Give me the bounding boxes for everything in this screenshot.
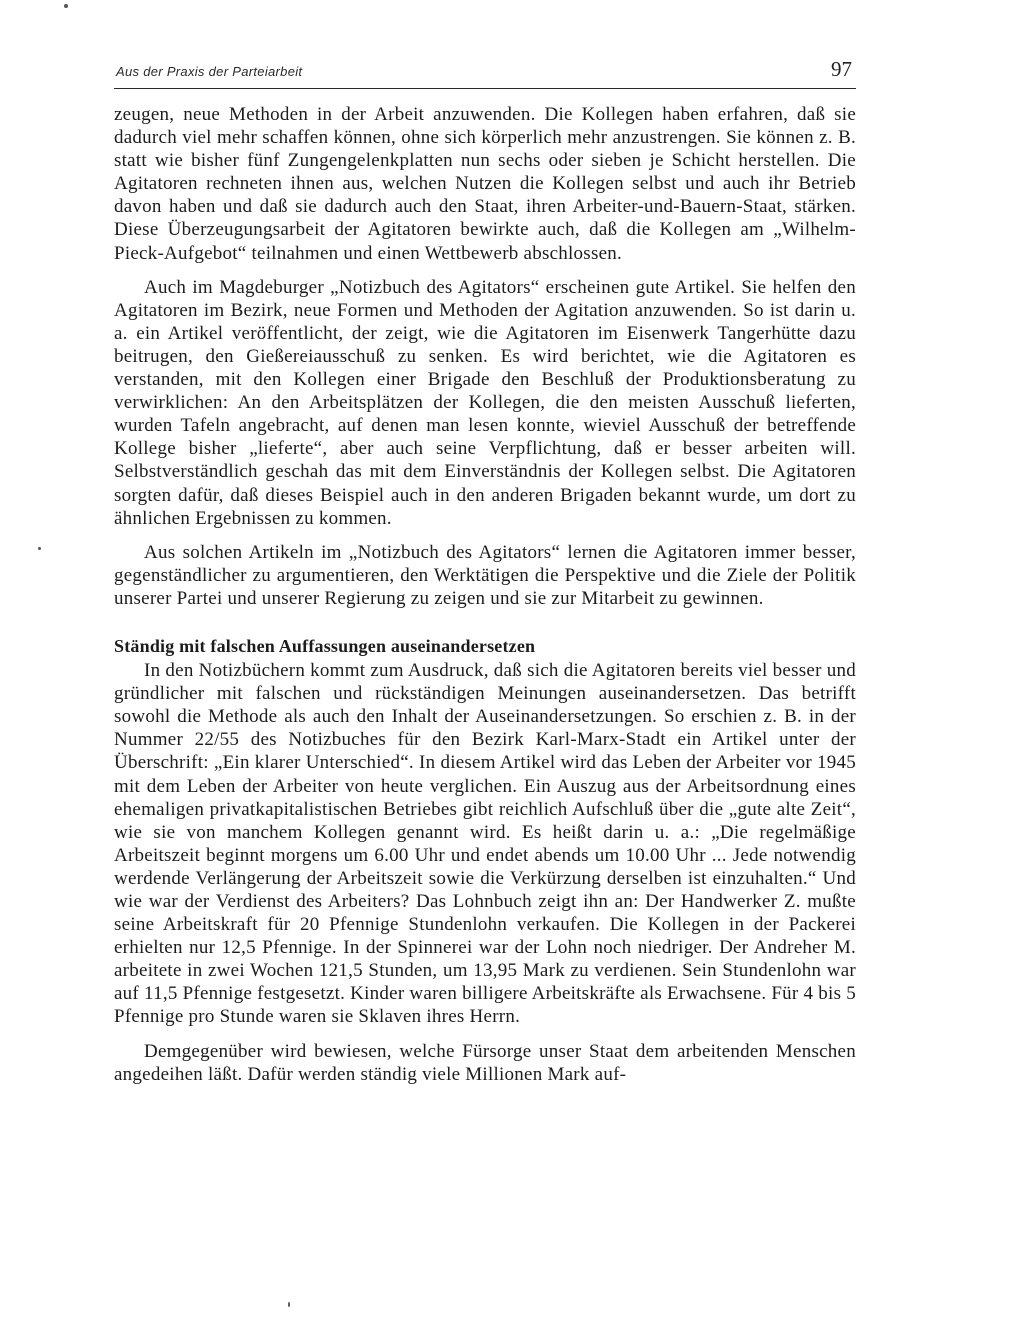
article-body xyxy=(114,103,856,1086)
paragraph: Demgegenüber wird bewiesen, welche Fürsorge unser Staat dem arbeitenden Menschen angedeihen läßt. Dafür werden ständig viele Millionen Mark auf- xyxy=(114,1040,856,1085)
running-header xyxy=(114,54,856,89)
scan-speck xyxy=(38,547,41,550)
page-number: 97 xyxy=(831,57,852,81)
paragraph: Aus solchen Artikeln im „Notizbuch des Agitators“ lernen die Agitatoren immer besser, gegenständlicher zu argumentieren, den Werktätigen die Perspektive und die Ziele der Politik unserer Partei und unserer Regierung zu zeigen und sie zur Mitarbeit zu gewinnen. xyxy=(114,541,856,609)
scan-speck xyxy=(288,1302,290,1307)
running-title: Aus der Praxis der Parteiarbeit xyxy=(116,64,303,79)
scan-speck xyxy=(64,4,68,8)
section-heading: Ständig mit falschen Auffassungen auseinandersetzen xyxy=(114,635,536,656)
paragraph: In den Notizbüchern kommt zum Ausdruck, daß sich die Agitatoren bereits viel besser und gründlicher mit falschen und rückständigen Meinungen auseinandersetzen. Das betrifft sowohl die Methode als auch den Inhalt der Auseinandersetzungen. So erschien z. B. in der Nummer 22/55 des Notizbuches für den Bezirk Karl-Marx-Stadt ein Artikel unter der Überschrift: „Ein klarer Unterschied“. In diesem Artikel wird das Leben der Arbeiter vor 1945 mit dem Leben der Arbeiter von heute verglichen. Ein Auszug aus der Arbeitsordnung eines ehemaligen privatkapitalistischen Betriebes gibt reichlich Aufschluß über die „gute alte Zeit“, wie sie von manchem Kollegen genannt wird. Es heißt darin u. a.: „Die regelmäßige Arbeitszeit beginnt morgens um 6.00 Uhr und endet abends um 10.00 Uhr ... Jede notwendig werdende Verlängerung der Arbeitszeit sowie die Verkürzung derselben ist einzuhalten.“ Und wie war der Verdienst des Arbeiters? Das Lohnbuch zeigt ihn an: Der Handwerker Z. mußte seine Arbeitskraft für 20 Pfennige Stundenlohn verkaufen. Die Kollegen in der Packerei erhielten nur 12,5 Pfennige. In der Spinnerei war der Lohn noch niedriger. Der Andreher M. arbeitete in zwei Wochen 121,5 Stunden, um 13,95 Mark zu verdienen. Sein Stundenlohn war auf 11,5 Pfennige festgesetzt. Kinder waren billigere Arbeitskräfte als Erwachsene. Für 4 bis 5 Pfennige pro Stunde waren sie Sklaven ihres Herrn. xyxy=(114,660,856,1028)
paragraph: Auch im Magdeburger „Notizbuch des Agitators“ erscheinen gute Artikel. Sie helfen den Agitatoren im Bezirk, neue Formen und Methoden der Agitation anzuwenden. So ist darin u. a. ein Artikel veröffentlicht, der zeigt, wie die Agitatoren im Eisenwerk Tangerhütte dazu beitrugen, den Gießereiausschuß zu senken. Es wird berichtet, wie die Agitatoren es verstanden, mit den Kollegen einer Brigade den Beschluß der Produktionsberatung zu verwirklichen: An den Arbeitsplätzen der Kollegen, die den meisten Ausschuß lieferten, wurden Tafeln angebracht, auf denen man lesen konnte, wieviel Ausschuß der betreffende Kollege bisher „lieferte“, aber auch seine Verpflichtung, daß er besser arbeiten will. Selbstverständlich geschah das mit dem Einverständnis der Kollegen selbst. Die Agitatoren sorgten dafür, daß dieses Beispiel auch in den anderen Brigaden bekannt wurde, um dort zu ähnlichen Ergebnissen zu kommen. xyxy=(114,276,856,529)
book-page xyxy=(114,54,856,1097)
paragraph: zeugen, neue Methoden in der Arbeit anzuwenden. Die Kollegen haben erfahren, daß sie dadurch viel mehr schaffen können, ohne sich körperlich mehr anzustrengen. Sie können z. B. statt wie bisher fünf Zungengelenkplatten nun sechs oder sieben je Schicht herstellen. Die Agitatoren rechneten ihnen aus, welchen Nutzen die Kollegen selbst und auch ihr Betrieb davon haben und daß sie dadurch auch den Staat, ihren Arbeiter-und-Bauern-Staat, stärken. Diese Überzeugungsarbeit der Agitatoren bewirkte auch, daß die Kollegen am „Wilhelm-Pieck-Aufgebot“ teilnahmen und einen Wettbewerb abschlossen. xyxy=(114,104,856,264)
